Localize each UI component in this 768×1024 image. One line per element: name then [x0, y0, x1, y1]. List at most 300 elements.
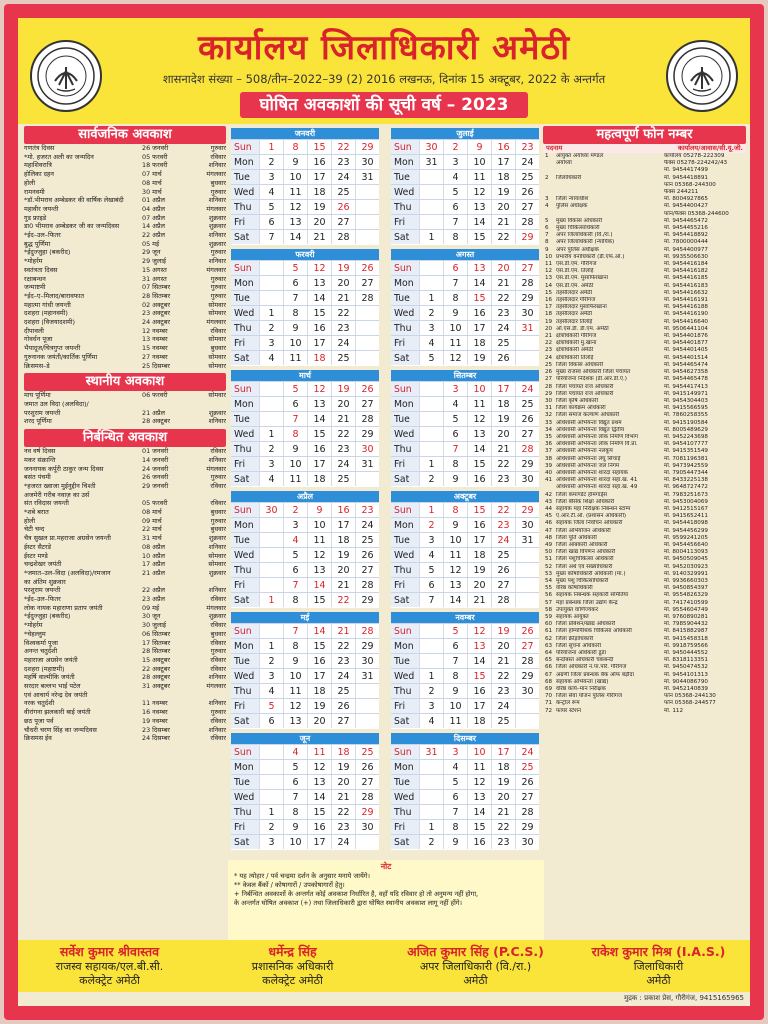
date-cell: 16 [331, 503, 355, 517]
date-cell: 14 [467, 276, 491, 290]
date-cell: 2 [443, 140, 467, 154]
date-cell: 5 [443, 185, 467, 199]
date-cell: 9 [283, 654, 307, 668]
holiday-name: रक्षाबन्धन [24, 274, 46, 283]
phone-serial: 38 [545, 455, 553, 462]
holiday-row [24, 275, 226, 284]
holiday-row [24, 170, 226, 179]
date-cell: 23 [331, 155, 355, 169]
phone-serial: 21 [545, 333, 553, 340]
weekday-row [391, 275, 539, 290]
holiday-name: भैयादूज/चित्रगुप्त जयन्ती [24, 344, 81, 353]
phone-row [543, 196, 746, 203]
weekday-name: Tue [231, 170, 259, 184]
date-cell: 12 [443, 563, 467, 577]
date-cell: 9 [443, 684, 467, 698]
phone-row [543, 261, 746, 268]
date-cell: 31 [419, 155, 443, 169]
phone-row [543, 355, 746, 362]
phone-row [543, 657, 746, 664]
phone-serial: 33 [545, 419, 553, 426]
holiday-name: *शबे बरात [24, 508, 49, 517]
weekday-name: Sat [391, 472, 419, 486]
weekday-row [391, 623, 539, 638]
date-cell: 3 [443, 155, 467, 169]
holiday-name: बसंत पंचमी [24, 473, 51, 482]
date-cell: 28 [515, 276, 539, 290]
holiday-row [24, 665, 226, 674]
date-cell: 7 [283, 624, 307, 638]
weekday-name: Mon [231, 639, 259, 653]
date-cell: 13 [283, 714, 307, 728]
phone-serial: 20 [545, 325, 553, 332]
phone-post: जिला सूचना अधिकारी [556, 642, 601, 649]
weekday-name: Tue [391, 533, 419, 547]
date-cell: 30 [259, 503, 283, 517]
phone-post: ओ.एस.डी. डी.एम. अमेठी [556, 325, 609, 332]
phone-post: अधिशासी अभियन्ता विद्युत द्वितीय [556, 426, 625, 433]
holiday-name: माघ पूर्णिमा [24, 391, 51, 400]
date-cell [355, 699, 379, 713]
date-cell: 17 [491, 155, 515, 169]
date-cell: 22 [491, 503, 515, 517]
holiday-name: *चेहल्लुम [24, 629, 46, 638]
date-cell: 27 [515, 200, 539, 214]
date-cell [419, 170, 443, 184]
holiday-row [24, 292, 226, 301]
holiday-weekday: शनिवार [208, 586, 226, 595]
holiday-row [24, 543, 226, 552]
date-cell: 21 [467, 593, 491, 607]
date-cell [259, 760, 283, 774]
holiday-date: 24 दिसम्बर [142, 734, 170, 743]
phone-row [543, 700, 746, 707]
holiday-date: 05 मई [142, 239, 160, 248]
note-title: नोट [380, 862, 392, 871]
date-cell: 26 [515, 624, 539, 638]
weekday-row [391, 713, 539, 728]
date-cell: 30 [355, 442, 379, 456]
phone-serial: 46 [545, 520, 553, 527]
date-cell: 29 [515, 503, 539, 517]
phone-post: अपर पुलिस अधीक्षक [556, 246, 599, 253]
holiday-name: होली [24, 516, 36, 525]
holiday-date: 23 दिसम्बर [142, 725, 170, 734]
weekday-row [391, 744, 539, 759]
holiday-row [24, 257, 226, 266]
holiday-name: छठ पूजा पर्व [24, 716, 54, 725]
holiday-row [24, 327, 226, 336]
weekday-row [231, 411, 379, 426]
phone-serial: 51 [545, 556, 553, 563]
date-cell: 29 [515, 457, 539, 471]
date-cell: 20 [331, 563, 355, 577]
date-cell: 28 [515, 215, 539, 229]
holiday-name: चेटी चन्द [24, 525, 45, 534]
weekday-name: Fri [391, 820, 419, 834]
phone-serial: 58 [545, 606, 553, 613]
weekday-name: Wed [231, 790, 259, 804]
phone-serial: 13 [545, 275, 553, 282]
date-cell: 7 [419, 593, 443, 607]
phone-serial: 57 [545, 599, 553, 606]
holiday-row [24, 283, 226, 292]
date-cell: 29 [515, 669, 539, 683]
phone-number: मो. 9454400977 [664, 246, 708, 253]
holiday-weekday: शनिवार [208, 231, 226, 240]
phone-serial: 65 [545, 657, 553, 664]
phone-post: जिला अर्थ एवं संख्याधिकारी [556, 563, 613, 570]
weekday-row [391, 456, 539, 471]
date-cell: 13 [307, 276, 331, 290]
holiday-date: 09 मार्च [142, 516, 162, 525]
weekday-name: Wed [231, 669, 259, 683]
weekday-name: Mon [391, 276, 419, 290]
signatory-designation: जिलाधिकारी [633, 960, 684, 973]
phone-number: मो. 9454401405 [664, 347, 708, 354]
date-cell [515, 699, 539, 713]
phone-row [543, 621, 746, 628]
date-cell: 30 [515, 684, 539, 698]
phone-row [543, 369, 746, 376]
phone-row [543, 311, 746, 318]
weekday-row [391, 789, 539, 804]
date-cell: 20 [307, 714, 331, 728]
date-cell: 21 [331, 790, 355, 804]
date-cell: 22 [331, 140, 355, 154]
weekday-row [231, 592, 379, 607]
date-cell: 26 [355, 548, 379, 562]
phone-number: मो. 9415652411 [664, 513, 708, 520]
date-cell: 3 [419, 321, 443, 335]
date-cell [419, 261, 443, 275]
weekday-row [231, 396, 379, 411]
weekday-name: Wed [391, 306, 419, 320]
date-cell: 30 [515, 472, 539, 486]
holiday-name: महावीर जयन्ती [24, 204, 59, 213]
phone-serial: 2 [545, 174, 549, 181]
weekday-name: Fri [231, 457, 259, 471]
holiday-row [24, 517, 226, 526]
date-cell: 16 [307, 442, 331, 456]
phone-row [543, 484, 746, 491]
date-cell: 10 [307, 518, 331, 532]
holiday-name: *मो. हजरत अली का जन्मदिन [24, 152, 94, 161]
date-cell: 19 [467, 351, 491, 365]
date-cell: 19 [491, 775, 515, 789]
weekday-name: Tue [391, 775, 419, 789]
holiday-row [24, 560, 226, 569]
date-cell: 19 [307, 699, 331, 713]
date-cell: 15 [467, 669, 491, 683]
weekday-name: Thu [391, 200, 419, 214]
weekday-row [231, 350, 379, 365]
date-cell: 12 [283, 699, 307, 713]
phone-post: अधिशासी अभियन्ता विद्युत प्रथम [556, 419, 622, 426]
date-cell: 7 [443, 276, 467, 290]
date-cell: 5 [443, 624, 467, 638]
up-emblem-icon [35, 45, 97, 107]
date-cell: 2 [419, 518, 443, 532]
date-cell: 21 [331, 412, 355, 426]
holiday-date: 08 अप्रैल [142, 542, 166, 551]
holiday-row [24, 717, 226, 726]
date-cell: 11 [283, 185, 307, 199]
date-cell: 10 [443, 321, 467, 335]
holiday-date: 15 अक्टूबर [142, 655, 171, 664]
weekday-row [231, 154, 379, 169]
weekday-name: Fri [231, 336, 259, 350]
phone-number: मो. 9554604749 [664, 606, 708, 613]
phone-row [543, 254, 746, 261]
weekday-row [391, 426, 539, 441]
phone-number: मो. 9450509045 [664, 556, 708, 563]
phone-serial: 43 [545, 498, 553, 505]
weekday-row [391, 834, 539, 849]
date-cell: 28 [355, 291, 379, 305]
date-cell: 9 [283, 442, 307, 456]
holiday-name: अजमेरी गरीब नवाज़ का उर्स [24, 490, 90, 499]
weekday-name: Mon [391, 155, 419, 169]
holiday-weekday [192, 691, 226, 700]
date-cell: 8 [443, 820, 467, 834]
phone-number: मो. 9454416182 [664, 268, 708, 275]
weekday-row [391, 502, 539, 517]
phone-serial [545, 211, 556, 218]
date-cell: 26 [491, 351, 515, 365]
weekday-name: Wed [391, 669, 419, 683]
date-cell: 2 [259, 820, 283, 834]
holiday-date: 22 अप्रैल [142, 586, 166, 595]
holiday-weekday: गुरुवार [210, 291, 226, 300]
phone-serial: 71 [545, 700, 553, 707]
month-name: फरवरी [231, 249, 379, 260]
date-cell: 18 [467, 548, 491, 562]
holiday-weekday: शनिवार [208, 725, 226, 734]
date-cell: 31 [355, 457, 379, 471]
date-cell: 29 [355, 805, 379, 819]
holiday-date: 21 अप्रैल [142, 568, 166, 577]
phone-number: मो. 9454416191 [664, 297, 708, 304]
holiday-weekday: गुरुवार [210, 248, 226, 257]
holiday-weekday: गुरुवार [210, 274, 226, 283]
date-cell [419, 397, 443, 411]
date-cell: 1 [419, 669, 443, 683]
weekday-name: Wed [231, 306, 259, 320]
phone-post: जिला कमाण्डेंट होमगार्ड्स [556, 491, 608, 498]
date-cell: 11 [467, 170, 491, 184]
holiday-row [24, 153, 226, 162]
phone-row [543, 319, 746, 326]
date-cell: 11 [467, 397, 491, 411]
date-cell: 4 [259, 185, 283, 199]
holiday-row [24, 508, 226, 517]
holiday-name: सरदार बल्लभ भाई पटेल [24, 682, 81, 691]
weekday-name: Sun [231, 503, 259, 517]
holiday-name: क्रिसमस–डे [24, 361, 50, 370]
date-cell: 4 [259, 351, 283, 365]
holiday-date: 30 जून [142, 612, 161, 621]
weekday-name: Mon [231, 760, 259, 774]
holiday-date: 15 अगस्त [142, 265, 167, 274]
signatory-name: अजित कुमार सिंह (P.C.S.) [407, 944, 544, 959]
holiday-date [142, 691, 192, 700]
month-block [231, 491, 379, 608]
date-cell: 4 [419, 548, 443, 562]
holiday-date: 05 फरवरी [142, 499, 168, 508]
holiday-name: *हजरत ख्वाजा मुईनुद्दीन चिश्ती [24, 481, 96, 490]
phone-number: मो. 9415458318 [664, 635, 708, 642]
weekday-row [231, 532, 379, 547]
date-cell: 23 [491, 472, 515, 486]
phone-post [556, 167, 664, 174]
date-cell: 12 [467, 775, 491, 789]
date-cell: 24 [491, 321, 515, 335]
phone-post: अधिशासी अभियन्ता लघु सिंचाई [556, 455, 621, 462]
date-cell: 20 [491, 790, 515, 804]
left-seal-emblem-icon [30, 40, 102, 112]
date-cell [419, 639, 443, 653]
date-cell [259, 745, 283, 759]
date-cell: 20 [467, 578, 491, 592]
date-cell: 14 [307, 790, 331, 804]
phone-post: परियोजना निदेशक (डी.आर.डी.ए.) [556, 376, 627, 383]
holiday-date: 25 दिसम्बर [142, 361, 170, 370]
holiday-weekday: शनिवार [208, 257, 226, 266]
holiday-name: गुड फ्राइडे [24, 213, 47, 222]
date-cell: 22 [331, 805, 355, 819]
holiday-weekday: मंगलवार [206, 682, 226, 691]
weekday-name: Mon [231, 155, 259, 169]
weekday-name: Sun [231, 624, 259, 638]
local-holidays-heading: स्थानीय अवकाश [24, 373, 226, 391]
date-cell: 25 [331, 684, 355, 698]
date-cell: 23 [515, 140, 539, 154]
phone-serial: 63 [545, 642, 553, 649]
phone-row [543, 441, 746, 448]
date-cell [259, 397, 283, 411]
phone-serial: 55 [545, 585, 553, 592]
holiday-date: 22 अप्रैल [142, 231, 166, 240]
date-cell: 23 [355, 503, 379, 517]
signatory-office: अमेठी [646, 974, 671, 987]
phone-serial: 31 [545, 405, 553, 412]
date-cell [419, 805, 443, 819]
phone-row [543, 189, 746, 196]
holiday-name: *मोहर्रम [24, 257, 43, 266]
holiday-date: 14 अप्रैल [142, 222, 166, 231]
holiday-date: 27 नवम्बर [142, 352, 168, 361]
date-cell: 6 [283, 563, 307, 577]
phone-serial: 15 [545, 289, 553, 296]
weekday-name: Wed [231, 548, 259, 562]
holiday-row [24, 604, 226, 613]
holiday-poster [4, 4, 764, 1020]
weekday-name: Tue [391, 291, 419, 305]
local-holidays-list [24, 391, 226, 426]
holiday-weekday: गुरुवार [210, 144, 226, 152]
date-cell [259, 533, 283, 547]
phone-number: फैक्स 244211 [664, 189, 699, 196]
date-cell: 17 [331, 518, 355, 532]
holidays-column [24, 126, 226, 743]
weekday-name: Wed [231, 185, 259, 199]
phone-number: मो. 112 [664, 707, 684, 714]
date-cell: 7 [443, 654, 467, 668]
date-cell: 8 [443, 669, 467, 683]
holiday-weekday: गुरुवार [210, 283, 226, 292]
date-cell: 20 [491, 427, 515, 441]
signatory-name: सर्वेश कुमार श्रीवास्तव [59, 944, 160, 959]
holiday-weekday: रविवार [210, 499, 226, 508]
date-cell: 1 [259, 593, 283, 607]
weekday-row [231, 471, 379, 486]
date-cell: 3 [259, 835, 283, 849]
date-cell: 5 [259, 699, 283, 713]
date-cell: 11 [467, 760, 491, 774]
phone-row [543, 239, 746, 246]
phone-row [543, 326, 746, 333]
date-cell [259, 548, 283, 562]
weekday-row [391, 517, 539, 532]
phone-post: तहसीलदार अमेठी [556, 311, 592, 318]
weekday-row [391, 214, 539, 229]
phone-serial: 44 [545, 505, 553, 512]
date-cell: 3 [259, 336, 283, 350]
phone-number: मो. 9473942559 [664, 462, 708, 469]
weekday-row [231, 698, 379, 713]
phone-number: फैक्स 05278-224242/43 [664, 160, 728, 167]
weekday-name: Tue [231, 775, 259, 789]
date-cell: 18 [331, 745, 355, 759]
phone-serial: 36 [545, 441, 553, 448]
weekday-row [231, 169, 379, 184]
phone-number: मो. 7860258355 [664, 412, 708, 419]
date-cell [515, 714, 539, 728]
date-cell: 23 [491, 835, 515, 849]
date-cell: 8 [443, 457, 467, 471]
phone-number: मो. 8415882987 [664, 628, 708, 635]
phone-post: सहायक आयुक्त [556, 614, 589, 620]
holiday-name: गोवर्धन पूजा [24, 335, 53, 344]
phone-list [543, 153, 746, 715]
weekday-row [231, 320, 379, 335]
weekday-row [391, 335, 539, 350]
holiday-name: विश्वकर्मा पूजा [24, 638, 58, 647]
weekday-name: Thu [391, 805, 419, 819]
phone-post: मुख्य विकास अधिकारी [556, 217, 603, 224]
phone-row [543, 463, 746, 470]
holiday-name: *मोहर्रम [24, 621, 43, 630]
date-cell: 5 [259, 200, 283, 214]
note-lines [234, 872, 538, 908]
phone-post: तहसीलदार तिलोई [556, 318, 593, 325]
month-name: जनवरी [231, 128, 379, 139]
date-cell: 7 [283, 412, 307, 426]
phone-post: जिला अधिकारी न.पा.परि. गौरीगंज [556, 664, 627, 671]
phone-serial: 26 [545, 369, 553, 376]
note-box [228, 860, 544, 942]
holiday-name: जमात उल विदा (अलविदा)/ [24, 399, 89, 408]
phone-number: मो. 9454465472 [664, 217, 708, 224]
holiday-weekday: सोमवार [208, 352, 226, 361]
phone-number: मो. 9140329991 [664, 570, 708, 577]
holiday-weekday [192, 491, 226, 500]
weekday-row [231, 547, 379, 562]
holiday-date: 04 अप्रैल [142, 204, 166, 213]
date-cell: 16 [307, 654, 331, 668]
phone-post: मुख्य चिकित्साधिकारी [556, 225, 600, 232]
